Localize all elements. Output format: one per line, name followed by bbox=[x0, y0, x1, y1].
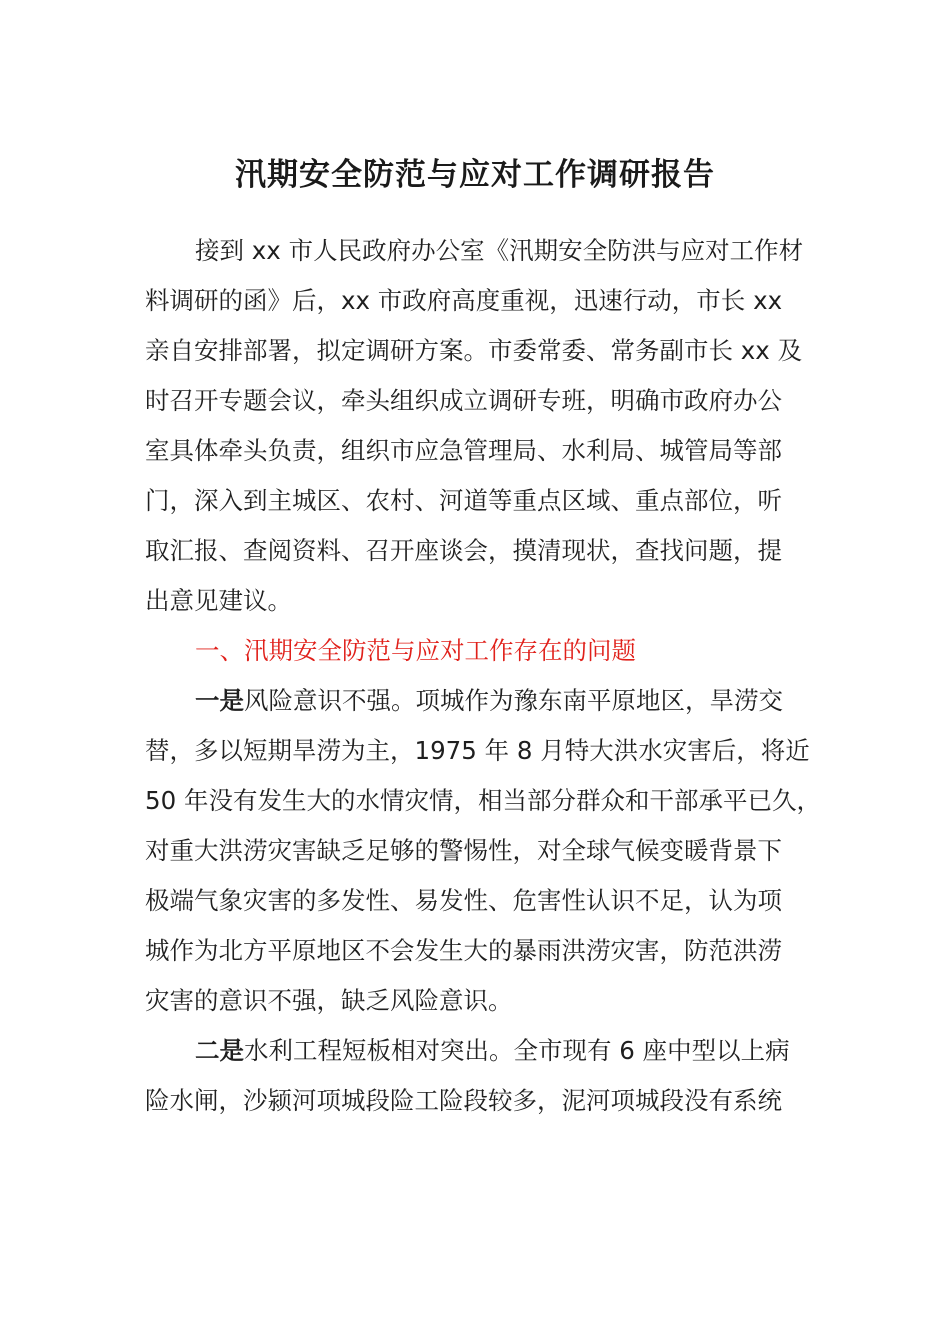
intro-line: 出意见建议。 bbox=[145, 586, 292, 615]
point-1-line: 城作为北方平原地区不会发生大的暴雨洪涝灾害，防范洪涝 bbox=[145, 936, 782, 965]
point-1-line: 极端气象灾害的多发性、易发性、危害性认识不足，认为项 bbox=[145, 886, 782, 915]
point-2-first-line-text: 水利工程短板相对突出。全市现有 6 座中型以上病 bbox=[244, 1036, 790, 1065]
intro-line: 时召开专题会议，牵头组织成立调研专班，明确市政府办公 bbox=[145, 386, 782, 415]
point-1-first-line-text: 风险意识不强。项城作为豫东南平原地区，旱涝交 bbox=[244, 686, 783, 715]
point-2-lead: 二是 bbox=[195, 1036, 244, 1065]
section-heading: 一、汛期安全防范与应对工作存在的问题 bbox=[195, 636, 636, 665]
point-1-first-line bbox=[145, 676, 815, 726]
intro-line: 料调研的函》后，xx 市政府高度重视，迅速行动，市长 xx bbox=[145, 286, 783, 315]
intro-line: 接到 xx 市人民政府办公室《汛期安全防洪与应对工作材 bbox=[195, 236, 804, 265]
intro-line: 取汇报、查阅资料、召开座谈会，摸清现状，查找问题，提 bbox=[145, 536, 782, 565]
point-1-line: 替，多以短期旱涝为主，1975 年 8 月特大洪水灾害后，将近 bbox=[145, 736, 810, 765]
point-1-line: 对重大洪涝灾害缺乏足够的警惕性，对全球气候变暖背景下 bbox=[145, 836, 782, 865]
point-2-line: 险水闸，沙颍河项城段险工险段较多，泥河项城段没有系统 bbox=[145, 1086, 782, 1115]
intro-line: 室具体牵头负责，组织市应急管理局、水利局、城管局等部 bbox=[145, 436, 782, 465]
point-1-line: 灾害的意识不强，缺乏风险意识。 bbox=[145, 986, 513, 1015]
intro-line: 亲自安排部署，拟定调研方案。市委常委、常务副市长 xx 及 bbox=[145, 336, 803, 365]
document-body bbox=[145, 226, 821, 1126]
point-1-lead: 一是 bbox=[195, 686, 244, 715]
point-2-first-line bbox=[145, 1026, 815, 1076]
intro-line: 门，深入到主城区、农村、河道等重点区域、重点部位，听 bbox=[145, 486, 782, 515]
document-title: 汛期安全防范与应对工作调研报告 bbox=[235, 157, 715, 193]
point-1-line: 50 年没有发生大的水情灾情，相当部分群众和干部承平已久， bbox=[145, 786, 821, 815]
